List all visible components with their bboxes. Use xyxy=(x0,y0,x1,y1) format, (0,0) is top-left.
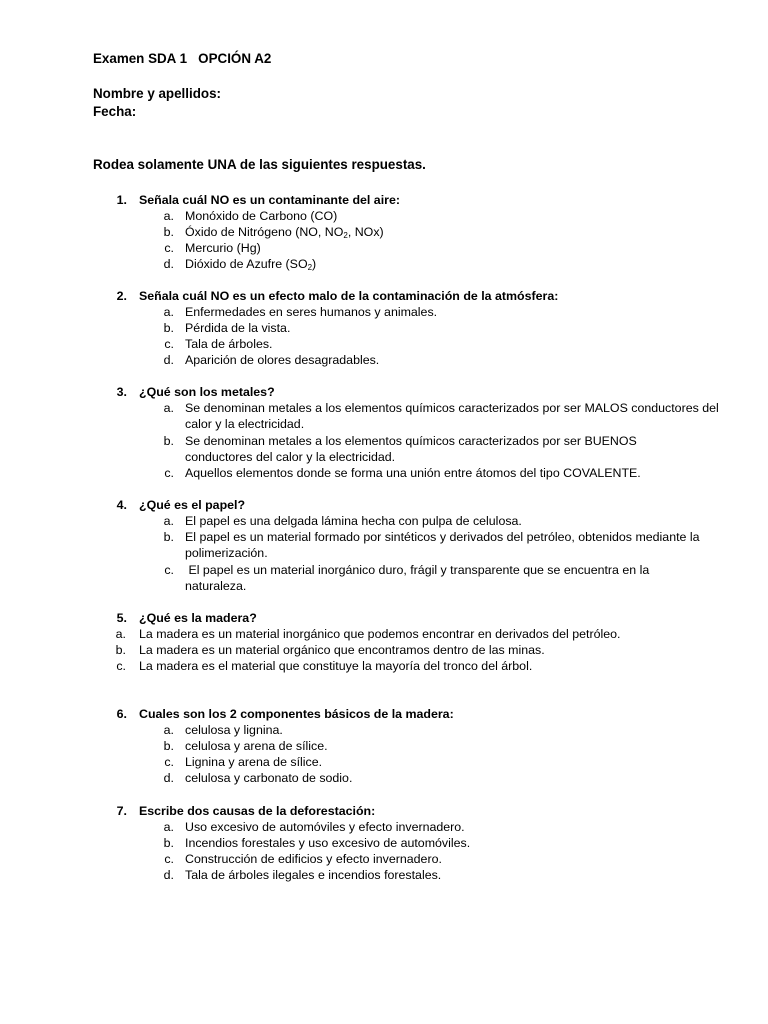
question-number: 2. xyxy=(116,289,127,303)
question-title: ¿Qué es el papel? xyxy=(139,498,246,512)
question-title: Escribe dos causas de la deforestación: xyxy=(139,804,376,818)
question-number: 4. xyxy=(116,498,127,512)
date-label: Fecha: xyxy=(93,104,137,119)
question-title: Cuales son los 2 componentes básicos de la madera: xyxy=(139,707,454,721)
question-title: ¿Qué son los metales? xyxy=(139,385,275,399)
question-number: 3. xyxy=(116,385,127,399)
question-title: Señala cuál NO es un contaminante del aire: xyxy=(139,193,400,207)
question-title: ¿Qué es la madera? xyxy=(139,611,257,625)
instruction-text: Rodea solamente UNA de las siguientes respuestas. xyxy=(93,157,426,172)
question-number: 5. xyxy=(116,611,127,625)
exam-title: Examen SDA 1 OPCIÓN A2 xyxy=(93,51,272,66)
question-title: Señala cuál NO es un efecto malo de la contaminación de la atmósfera: xyxy=(139,289,559,303)
name-label: Nombre y apellidos: xyxy=(93,86,221,101)
exam-page: Examen SDA 1 OPCIÓN A2 Nombre y apellidos: Fecha: Rodea solamente UNA de las siguientes respuestas. 1. Señala cuál NO es un contaminante del aire: a. Monóxido de Carbono (CO) b. Óxido de Nitrógeno (NO, $NO_2$, NOx) c. Mercurio (Hg) d. Dióxido de Azufre $(SO_2)$ 2. Señala cuál NO es un efecto malo de la contaminación de la atmósfera: a. Enfermedades en seres humanos y animales. b. Pérdida de la vista. c. Tala de árboles. d. Aparición de olores desagradables. 3. ¿Qué son los metales? a. Se denominan metales a los elementos químicos caracterizados por ser MALOS conductores del calor y la electricidad. b. Se denominan metales a los elementos químicos caracterizados por ser BUENOS conductores del calor y la electricidad. c. Aquellos elementos donde se forma una unión entre átomos del tipo COVALENTE. 4. ¿Qué es el papel? a. El papel es una delgada lámina hecha con pulpa de celulosa. b. El papel es un material formado por sintéticos y derivados del petróleo, obtenidos mediante la polimerización. c. El papel es un material inorgánico duro, frágil y transparente que se encuentra en la naturaleza. 5. ¿Qué es la madera? a. La madera es un material inorgánico que podemos encontrar en derivados del petróleo. b. La madera es un material orgánico que encontramos dentro de las minas. c. La madera es el material que constituye la mayoría del tronco del árbol. 6. Cuales son los 2 componentes básicos de la madera: a. celulosa y lignina. b. celulosa y arena de sílice. c. Lignina y arena de sílice. d. celulosa y carbonato de sodio. 7. Escribe dos causas de la deforestación: a. Uso excesivo de automóviles y efecto invernadero. b. Incendios forestales y uso excesivo de automóviles. c. Construcción de edificios y efecto invernadero. d. Tala de árboles ilegales e incendios forestales. xyxy=(93,51,719,882)
question-number: 6. xyxy=(116,707,127,721)
question-number: 1. xyxy=(116,193,127,207)
question-number: 7. xyxy=(116,804,127,818)
